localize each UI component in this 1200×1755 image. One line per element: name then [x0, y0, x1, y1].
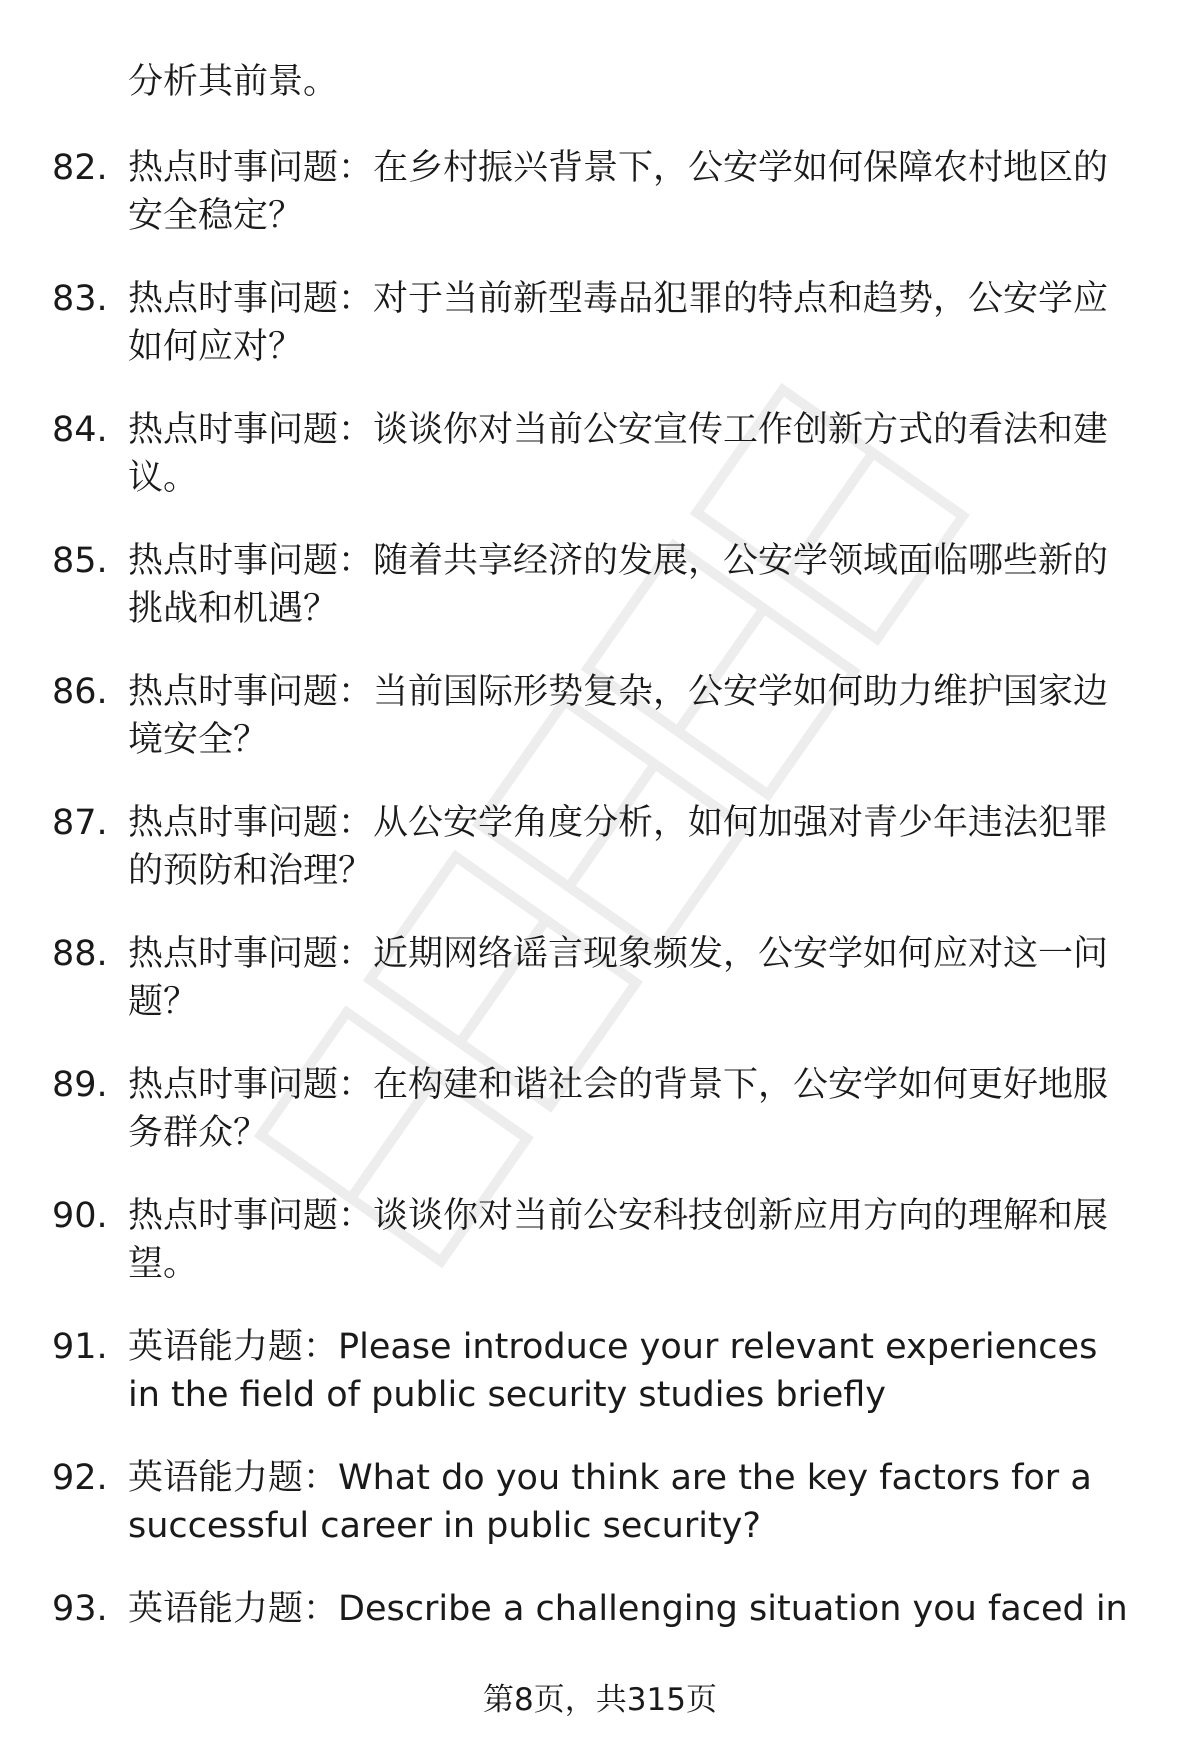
- question-number: 93.: [52, 1589, 108, 1629]
- question-text: 热点时事问题：随着共享经济的发展，公安学领域面临哪些新的挑战和机遇？: [128, 541, 1109, 629]
- question-item: [0, 275, 1200, 406]
- question-number: 85.: [52, 541, 108, 581]
- question-text: 热点时事问题：在构建和谐社会的背景下，公安学如何更好地服务群众？: [128, 1065, 1109, 1153]
- question-text: 英语能力题：Please introduce your relevant experiences in the field of public security studies briefly: [128, 1327, 1098, 1415]
- question-text: 热点时事问题：当前国际形势复杂，公安学如何助力维护国家边境安全？: [128, 672, 1109, 760]
- question-text: 热点时事问题：谈谈你对当前公安宣传工作创新方式的看法和建议。: [128, 410, 1109, 498]
- question-item: [0, 144, 1200, 275]
- question-number: 88.: [52, 934, 108, 974]
- question-item: [0, 1192, 1200, 1323]
- question-item: [0, 930, 1200, 1061]
- question-item: [0, 1061, 1200, 1192]
- question-text: 热点时事问题：对于当前新型毒品犯罪的特点和趋势，公安学应如何应对？: [128, 279, 1109, 367]
- question-text: 英语能力题：What do you think are the key factors for a successful career in public security?: [128, 1458, 1092, 1546]
- question-text: 热点时事问题：从公安学角度分析，如何加强对青少年违法犯罪的预防和治理？: [128, 803, 1109, 891]
- question-number: 83.: [52, 279, 108, 319]
- question-item: [0, 1454, 1200, 1585]
- question-number: 84.: [52, 410, 108, 450]
- question-text: 英语能力题：Describe a challenging situation you faced in: [128, 1589, 1128, 1629]
- question-number: 91.: [52, 1327, 108, 1367]
- question-item: [0, 668, 1200, 799]
- question-number: 86.: [52, 672, 108, 712]
- question-item: [0, 537, 1200, 668]
- question-number: 90.: [52, 1196, 108, 1236]
- question-text: 热点时事问题：谈谈你对当前公安科技创新应用方向的理解和展望。: [128, 1196, 1109, 1284]
- question-number: 89.: [52, 1065, 108, 1105]
- question-item: [0, 799, 1200, 930]
- question-list: [0, 144, 1200, 1716]
- question-number: 87.: [52, 803, 108, 843]
- question-text: 热点时事问题：近期网络谣言现象频发，公安学如何应对这一问题？: [128, 934, 1109, 1022]
- page-footer: 第8页，共315页: [483, 1682, 717, 1718]
- question-item: [0, 406, 1200, 537]
- question-item: [0, 1323, 1200, 1454]
- question-number: 82.: [52, 148, 108, 188]
- question-text: 热点时事问题：在乡村振兴背景下，公安学如何保障农村地区的安全稳定？: [128, 148, 1109, 236]
- question-number: 92.: [52, 1458, 108, 1498]
- continuation-text: 分析其前景。: [128, 62, 339, 102]
